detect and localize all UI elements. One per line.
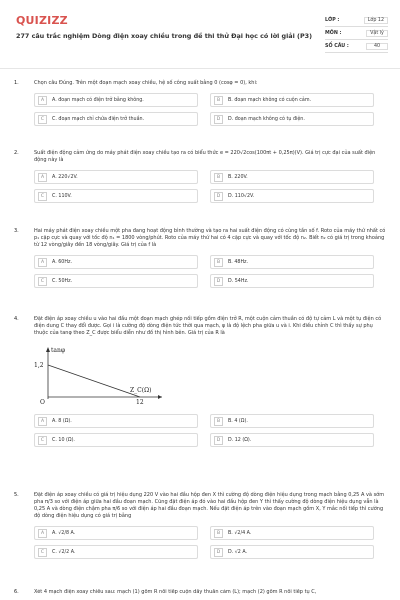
option-text: D. 110√2V. xyxy=(228,193,255,199)
option-text: B. 48Hz. xyxy=(228,259,249,265)
option-a[interactable] xyxy=(34,93,198,107)
option-letter: C xyxy=(38,548,47,557)
option-letter: B xyxy=(214,258,223,267)
question-6 xyxy=(14,589,386,596)
question-number: 6. xyxy=(14,589,19,595)
option-letter: A xyxy=(38,96,47,105)
question-text: Xét 4 mạch điện xoay chiều sau: mạch (1) gồm R nối tiếp cuộn dây thuần cảm (L); mạch (2) gồm R nối tiếp tụ C, xyxy=(34,589,317,595)
option-text: C. 50Hz. xyxy=(52,278,73,284)
option-text: D. 12 (Ω). xyxy=(228,437,252,443)
option-c[interactable] xyxy=(34,545,198,559)
x-axis-label: Z_C(Ω) xyxy=(130,387,152,394)
option-text: B. 220V. xyxy=(228,174,248,180)
meta-row-class xyxy=(325,14,388,27)
question-number: 2. xyxy=(14,150,19,156)
meta-row-count xyxy=(325,40,388,53)
meta-row-subject xyxy=(325,27,388,40)
option-text: C. 10 (Ω). xyxy=(52,437,75,443)
option-letter: D xyxy=(214,277,223,286)
option-b[interactable] xyxy=(210,255,374,269)
meta-key: SỐ CÂU : xyxy=(325,43,349,49)
origin-label: O xyxy=(40,399,45,405)
page-header xyxy=(0,0,400,62)
question-5 xyxy=(14,492,386,560)
meta-value: 40 xyxy=(366,43,388,50)
option-text: D. 54Hz. xyxy=(228,278,249,284)
meta-value: Vật lý xyxy=(366,30,388,37)
option-letter: D xyxy=(214,436,223,445)
option-text: C. 110V. xyxy=(52,193,72,199)
option-c[interactable] xyxy=(34,274,198,288)
quizizz-logo: QUIZIZZ xyxy=(16,14,68,27)
meta-key: LỚP : xyxy=(325,17,340,23)
option-letter: C xyxy=(38,192,47,201)
option-d[interactable] xyxy=(210,189,374,203)
option-letter: A xyxy=(38,417,47,426)
options xyxy=(34,414,386,448)
tanphi-vs-zc-graph xyxy=(34,343,164,405)
option-text: D. √2 A. xyxy=(228,549,248,555)
question-text: Đặt điện áp xoay chiều có giá trị hiệu dụng 220 V vào hai đầu hộp đen X thì cường độ dòng điện hiệu dụng trong mạch bằng 0,25 A và sớm pha π/3 so với điện áp giữa hai đầu đoạn mạch. Cũng đặt điện áp đó vào hai đầu hộp đen Y thì thấy cường độ dòng điện hiệu dụng vẫn là 0,25 A và dòng điện chậm pha π/6 so với điện áp hai đầu đoạn mạch. Nếu đặt điện áp trên vào đoạn mạch gồm X, Y mắc nối tiếp thì cường độ dòng điện hiệu dụng có giá trị bằng xyxy=(34,492,385,519)
option-text: A. đoạn mạch có điện trở bằng không. xyxy=(52,97,144,103)
options xyxy=(34,255,386,289)
option-a[interactable] xyxy=(34,414,198,428)
question-4 xyxy=(14,316,386,448)
option-c[interactable] xyxy=(34,112,198,126)
y-axis-label: tanφ xyxy=(51,347,66,354)
question-3 xyxy=(14,228,386,289)
question-number: 5. xyxy=(14,492,19,498)
x-value-label: 12 xyxy=(136,399,144,405)
option-letter: D xyxy=(214,115,223,124)
options xyxy=(34,170,386,204)
option-a[interactable] xyxy=(34,170,198,184)
meta-key: MÔN : xyxy=(325,30,342,36)
question-number: 1. xyxy=(14,80,19,86)
option-letter: B xyxy=(214,417,223,426)
meta-value: Lớp 12 xyxy=(364,17,388,24)
question-text: Suất điện động cảm ứng do máy phát điện xoay chiều tạo ra có biểu thức e = 220√2cos(100πt + 0,25π)(V). Giá trị cực đại của suất điện động này là xyxy=(34,150,376,163)
option-b[interactable] xyxy=(210,414,374,428)
page-title: 277 câu trắc nghiệm Dòng điện xoay chiều trong đề thi thử Đại học có lời giải (P3) xyxy=(16,32,313,40)
option-letter: A xyxy=(38,173,47,182)
quiz-meta-table xyxy=(325,14,388,53)
option-a[interactable] xyxy=(34,255,198,269)
option-b[interactable] xyxy=(210,170,374,184)
option-c[interactable] xyxy=(34,189,198,203)
question-text: Hai máy phát điện xoay chiều một pha đang hoạt động bình thường và tạo ra hai suất điện động có cùng tần số f. Roto của máy thứ nhất có p₁ cặp cực và quay với tốc độ n₁ = 1800 vòng/phút. Roto của máy thứ hai có 4 cặp cực và quay với tốc độ n₂. Biết n₂ có giá trị trong khoảng từ 12 vòng/giây đến 18 vòng/giây. Giá trị của f là xyxy=(34,228,386,248)
option-letter: B xyxy=(214,529,223,538)
header-divider xyxy=(0,68,400,69)
option-text: B. √2/4 A. xyxy=(228,530,252,536)
option-text: C. đoạn mạch chỉ chứa điện trở thuần. xyxy=(52,116,145,122)
option-text: C. √2/2 A. xyxy=(52,549,76,555)
question-2 xyxy=(14,150,386,204)
question-text: Chọn câu Đúng. Trên một đoạn mạch xoay chiều, hệ số công suất bằng 0 (cosφ = 0), khi: xyxy=(34,80,258,86)
question-number: 3. xyxy=(14,228,19,234)
option-b[interactable] xyxy=(210,526,374,540)
question-1 xyxy=(14,80,386,127)
y-value-label: 1,2 xyxy=(34,362,44,369)
options xyxy=(34,93,386,127)
option-letter: D xyxy=(214,192,223,201)
options xyxy=(34,526,386,560)
option-letter: C xyxy=(38,436,47,445)
option-letter: B xyxy=(214,96,223,105)
option-c[interactable] xyxy=(34,433,198,447)
option-letter: B xyxy=(214,173,223,182)
option-d[interactable] xyxy=(210,545,374,559)
question-number: 4. xyxy=(14,316,19,322)
option-text: A. 8 (Ω). xyxy=(52,418,72,424)
option-letter: A xyxy=(38,258,47,267)
x-axis-arrow xyxy=(158,395,162,399)
option-letter: D xyxy=(214,548,223,557)
option-d[interactable] xyxy=(210,433,374,447)
option-text: D. đoạn mạch không có tụ điện. xyxy=(228,116,305,122)
option-letter: A xyxy=(38,529,47,538)
graph-line xyxy=(48,365,140,397)
y-axis-arrow xyxy=(46,347,50,352)
option-d[interactable] xyxy=(210,274,374,288)
question-text: Đặt điện áp xoay chiều u vào hai đầu một đoạn mạch ghép nối tiếp gồm điện trở R, một cuộn cảm thuần có độ tự cảm L và một tụ điện có điện dung C thay đổi được. Gọi i là cường độ dòng điện tức thời qua mạch, φ là độ lệch pha giữa u và i. Khi điều chỉnh C thì thấy sự phụ thuộc của tanφ theo Z_C được biểu diễn như đồ thị hình bên. Giá trị của R là xyxy=(34,316,382,336)
option-letter: C xyxy=(38,115,47,124)
option-text: B. đoạn mạch không có cuộn cảm. xyxy=(228,97,312,103)
option-b[interactable] xyxy=(210,93,374,107)
option-a[interactable] xyxy=(34,526,198,540)
option-text: A. √2/8 A. xyxy=(52,530,76,536)
option-text: A. 60Hz. xyxy=(52,259,73,265)
option-letter: C xyxy=(38,277,47,286)
option-text: A. 220√2V. xyxy=(52,174,78,180)
option-d[interactable] xyxy=(210,112,374,126)
option-text: B. 4 (Ω). xyxy=(228,418,248,424)
